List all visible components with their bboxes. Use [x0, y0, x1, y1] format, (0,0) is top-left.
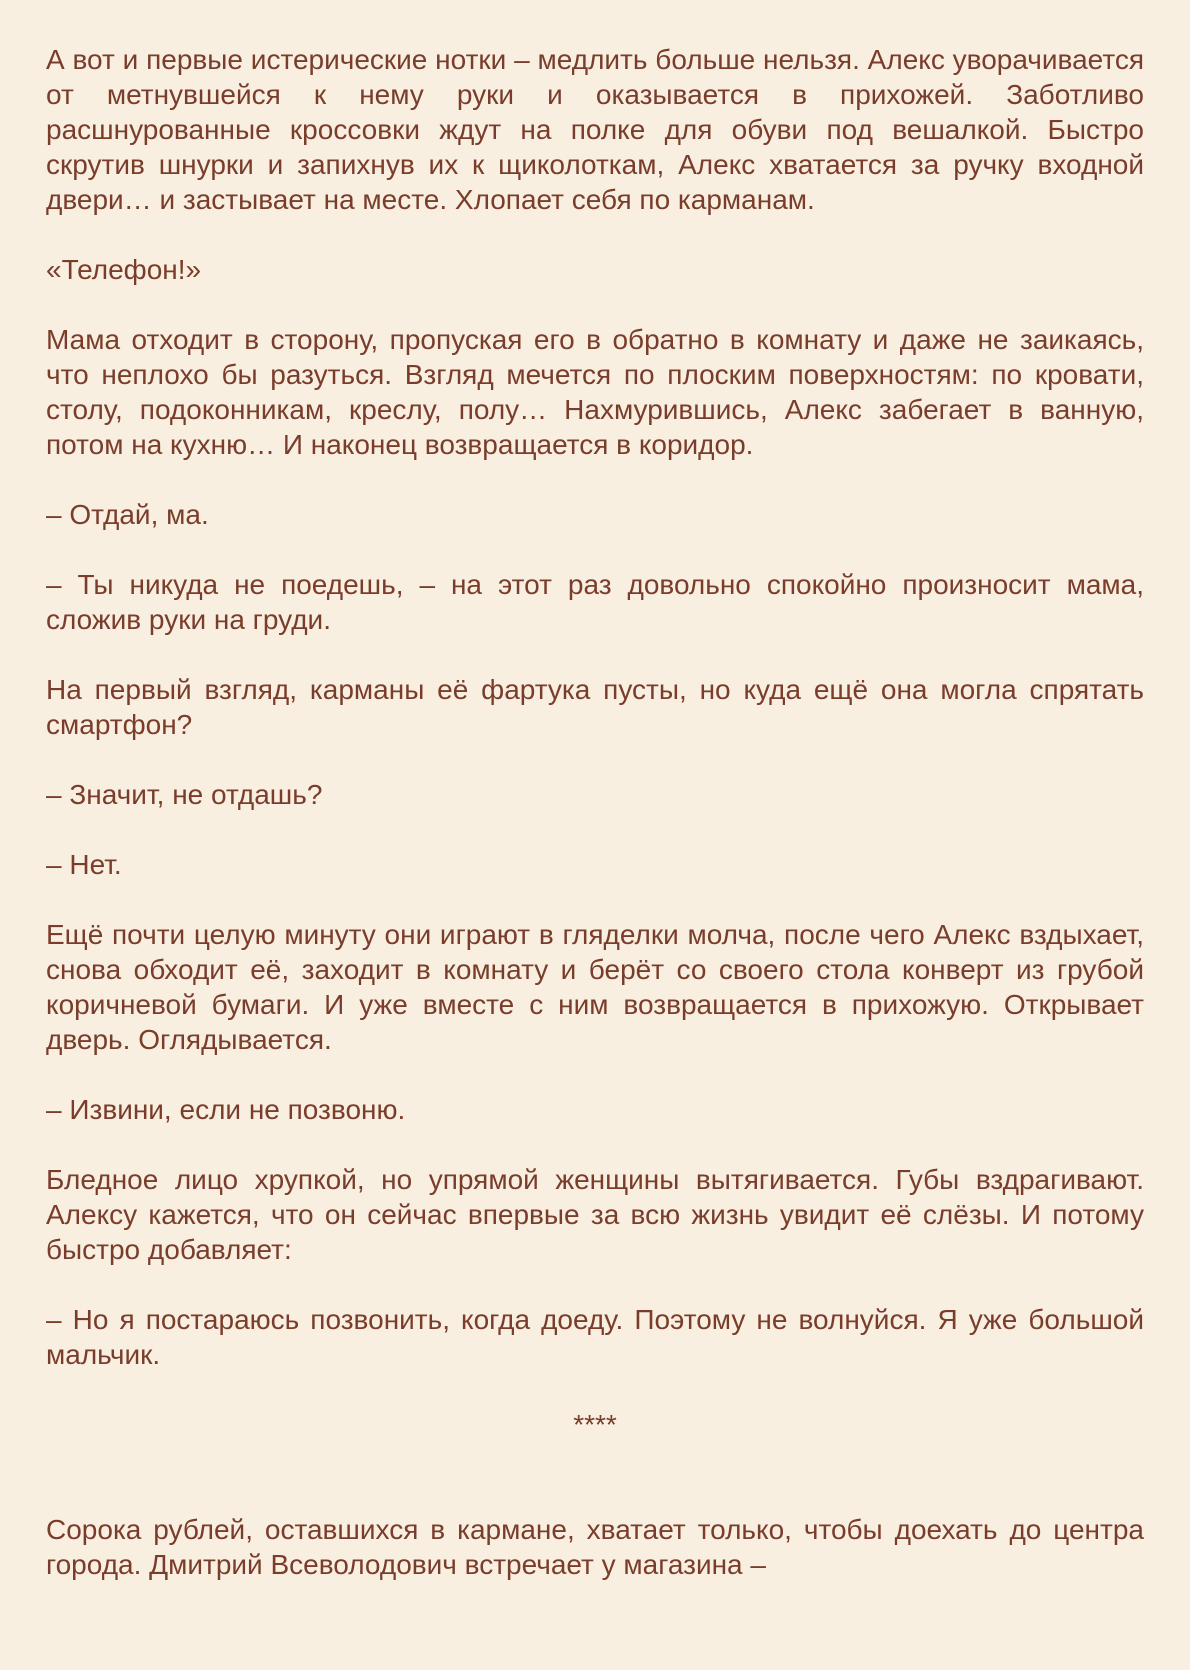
section-gap — [46, 1442, 1144, 1512]
paragraph: Сорока рублей, оставшихся в кармане, хватает только, чтобы доехать до центра города. Дмитрий Всеволодович встречает у магазина – — [46, 1514, 1144, 1580]
paragraph: – Извини, если не позвоню. — [46, 1094, 406, 1125]
section-separator: **** — [573, 1409, 617, 1440]
paragraph: Ещё почти целую минуту они играют в гляделки молча, после чего Алекс вздыхает, снова обходит её, заходит в комнату и берёт со своего стола конверт из грубой коричневой бумаги. И уже вместе с ним возвращается в прихожую. Открывает дверь. Оглядывается. — [46, 919, 1144, 1055]
paragraph: – Значит, не отдашь? — [46, 779, 323, 810]
document-page — [46, 42, 1144, 1617]
paragraph: – Ты никуда не поедешь, – на этот раз довольно спокойно произносит мама, сложив руки на груди. — [46, 569, 1144, 635]
paragraph: «Телефон!» — [46, 254, 202, 285]
paragraph: Мама отходит в сторону, пропуская его в обратно в комнату и даже не заикаясь, что неплохо бы разуться. Взгляд мечется по плоским поверхностям: по кровати, столу, подоконникам, креслу, полу… Нахмурившись, Алекс забегает в ванную, потом на кухню… И наконец возвращается в коридор. — [46, 324, 1144, 460]
paragraph: – Нет. — [46, 849, 122, 880]
paragraph: – Отдай, ма. — [46, 499, 209, 530]
paragraph: – Но я постараюсь позвонить, когда доеду. Поэтому не волнуйся. Я уже большой мальчик. — [46, 1304, 1144, 1370]
paragraph: А вот и первые истерические нотки – медлить больше нельзя. Алекс уворачивается от метнувшейся к нему руки и оказывается в прихожей. Заботливо расшнурованные кроссовки ждут на полке для обуви под вешалкой. Быстро скрутив шнурки и запихнув их к щиколоткам, Алекс хватается за ручку входной двери… и застывает на месте. Хлопает себя по карманам. — [46, 44, 1144, 215]
paragraph: На первый взгляд, карманы её фартука пусты, но куда ещё она могла спрятать смартфон? — [46, 674, 1144, 740]
paragraph: Бледное лицо хрупкой, но упрямой женщины вытягивается. Губы вздрагивают. Алексу кажется, что он сейчас впервые за всю жизнь увидит её слёзы. И потому быстро добавляет: — [46, 1164, 1144, 1265]
